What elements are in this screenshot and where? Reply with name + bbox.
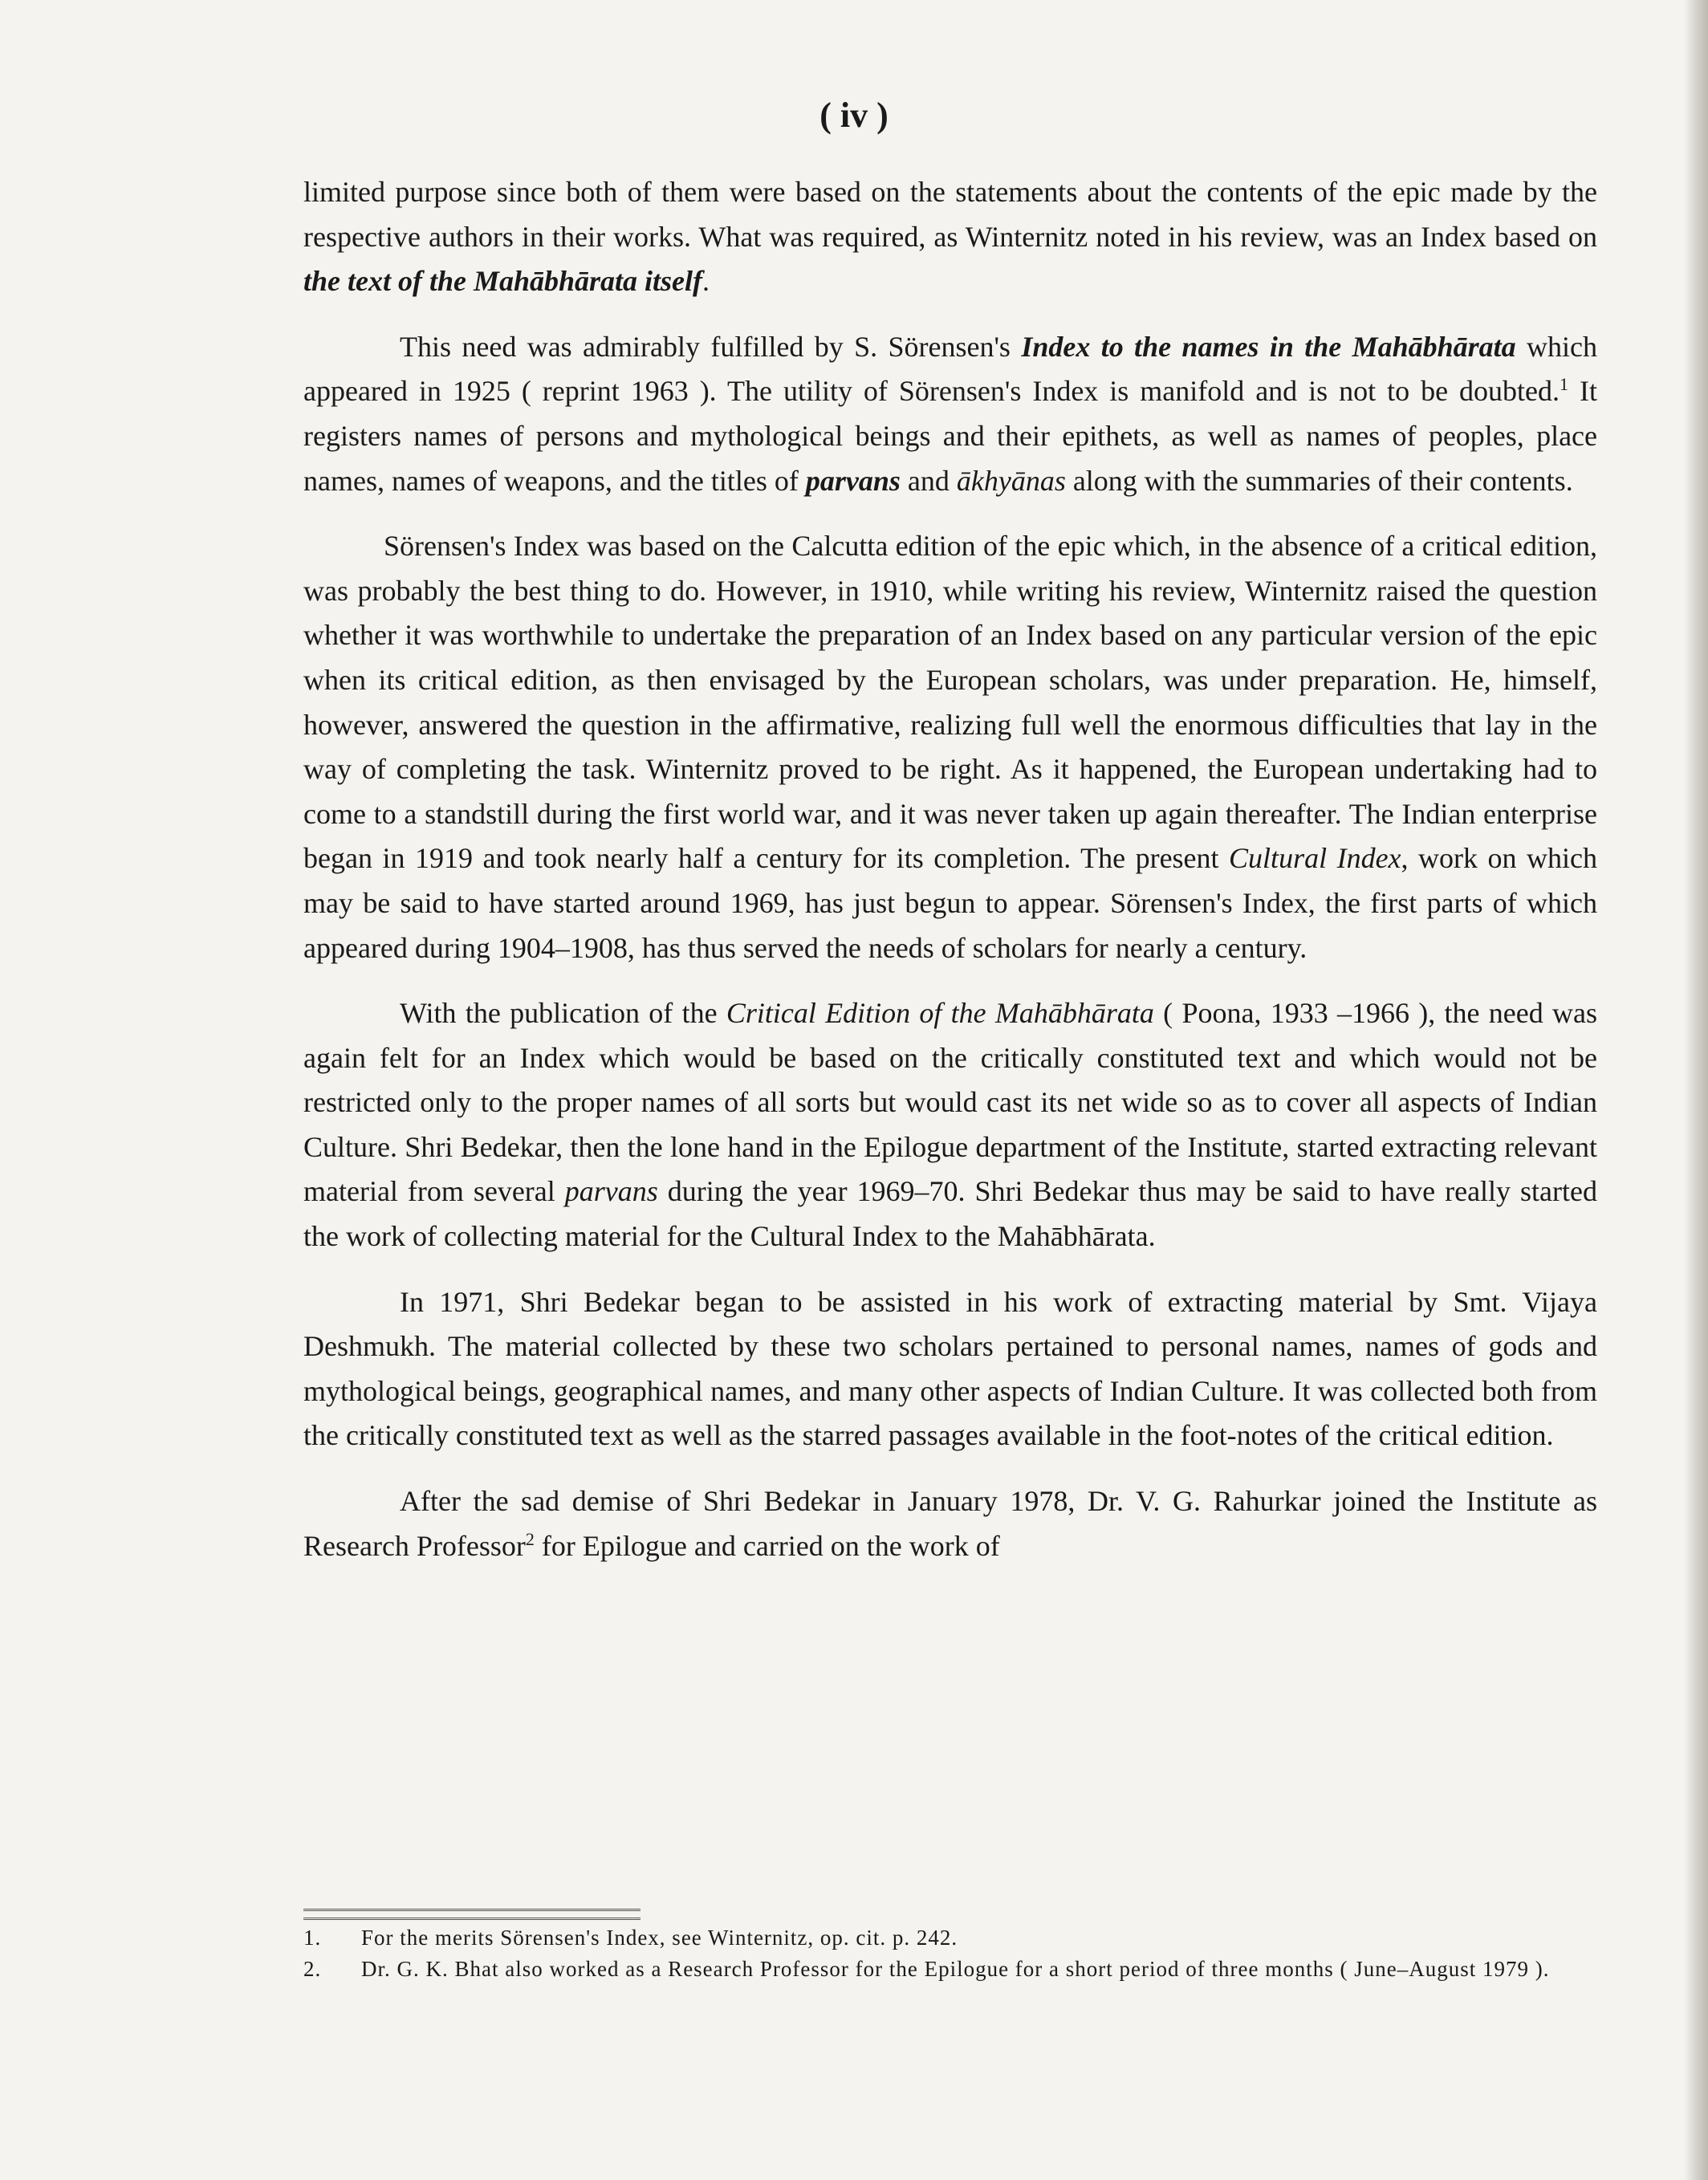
footnote-ref-2: 2 (525, 1528, 535, 1549)
paragraph-2-text-b: which appeared in 1925 ( reprint 1963 ). The utility of Sörensen's Index is manifold and is not to be doubted. (303, 330, 1597, 408)
footnote-1-text: For the merits Sörensen's Index, see Winternitz, op. cit. p. 242. (361, 1926, 958, 1950)
paragraph-4-text-b: ( Poona, 1933 –1966 ), the need was again felt for an Index which would be based on the critically constituted text and which would not be restricted only to the proper names of all sorts but would cast its net wide so as to cover all aspects of Indian Culture. Shri Bedekar, then the lone hand in the Epilogue department of the Institute, started extracting relevant material from several (303, 997, 1597, 1208)
paragraph-2-text-d: along with the summaries of their contents. (1065, 464, 1573, 497)
paragraph-2-and: and (900, 464, 957, 497)
paragraph-5 (303, 1280, 1597, 1458)
paragraph-1-text: limited purpose since both of them were based on the statements about the contents of the epic made by the respective authors in their works. What was required, as Winternitz noted in his review, was an Index based on (303, 176, 1597, 253)
paragraph-2-akhyanas: ākhyānas (956, 464, 1066, 497)
page-number: ( iv ) (819, 96, 889, 135)
paragraph-2-book-title: Index to the names in the Mahābhārata (1021, 330, 1516, 363)
footnote-1-number: 1. (303, 1926, 322, 1950)
paragraph-2-parvans: parvans (805, 464, 901, 497)
footnote-separator (303, 1909, 640, 1920)
paragraph-6 (303, 1479, 1597, 1568)
paragraph-2-text-a: This need was admirably fulfilled by S. Sörensen's (400, 330, 1022, 363)
footnote-1 (303, 1925, 1597, 1951)
paragraph-6-text-b: for Epilogue and carried on the work of (534, 1529, 1000, 1562)
paragraph-3-rest: , work on which may be said to have started around 1969, has just begun to appear. Sörensen's Index, the first parts of which appeared during 1904–1908, has thus served the needs of scholars for nearly a century. (303, 842, 1598, 964)
paragraph-1 (303, 170, 1597, 304)
paragraph-6-text-a: After the sad demise of Shri Bedekar in January 1978, Dr. V. G. Rahurkar joined the Institute as Research Professor (303, 1485, 1597, 1562)
paragraph-1-end: . (702, 265, 710, 298)
footnotes (303, 1925, 1597, 1987)
paragraph-2-text-c: It registers names of persons and mythological beings and their epithets, as well as names of peoples, place names, names of weapons, and the titles of (303, 375, 1597, 497)
paragraph-5-text: In 1971, Shri Bedekar began to be assisted in his work of extracting material by Smt. Vijaya Deshmukh. The material collected by these two scholars pertained to personal names, names of gods and mythological beings, geographical names, and many other aspects of Indian Culture. It was collected both from the critically constituted text as well as the starred passages available in the foot-notes of the critical edition. (303, 1285, 1597, 1452)
paragraph-4 (303, 991, 1597, 1259)
footnote-2 (303, 1956, 1597, 1983)
paragraph-4-text-a: With the publication of the (400, 997, 726, 1030)
page-edge-shadow (1684, 0, 1708, 2180)
paragraph-4-parvans: parvans (564, 1175, 658, 1208)
footnote-ref-1: 1 (1560, 374, 1569, 395)
paragraph-1-emphasis: the text of the Mahābhārata itself (303, 265, 703, 298)
footnote-2-number: 2. (303, 1957, 322, 1981)
paragraph-3-cultural-index: Cultural Index (1229, 842, 1401, 875)
body-text (303, 170, 1597, 1589)
paragraph-2 (303, 325, 1597, 503)
paragraph-4-edition-title: Critical Edition of the Mahābhārata (726, 997, 1154, 1030)
paragraph-4-text-c: during the year 1969–70. Shri Bedekar thus may be said to have really started the work of collecting material for the Cultural Index to the Mahābhārata. (303, 1175, 1597, 1253)
paragraph-3 (303, 524, 1597, 970)
footnote-2-text: Dr. G. K. Bhat also worked as a Research Professor for the Epilogue for a short period of three months ( June–August 1979 ). (361, 1957, 1550, 1981)
paragraph-3-text: Sörensen's Index was based on the Calcutta edition of the epic which, in the absence of a critical edition, was probably the best thing to do. However, in 1910, while writing his review, Winternitz raised the question whether it was worthwhile to undertake the preparation of an Index based on any particular version of the epic when its critical edition, as then envisaged by the European scholars, was under preparation. He, himself, however, answered the question in the affirmative, realizing full well the enormous difficulties that lay in the way of completing the task. Winternitz proved to be right. As it happened, the European undertaking had to come to a standstill during the first world war, and it was never taken up again thereafter. The Indian enterprise began in 1919 and took nearly half a century for its completion. The present (303, 530, 1597, 875)
